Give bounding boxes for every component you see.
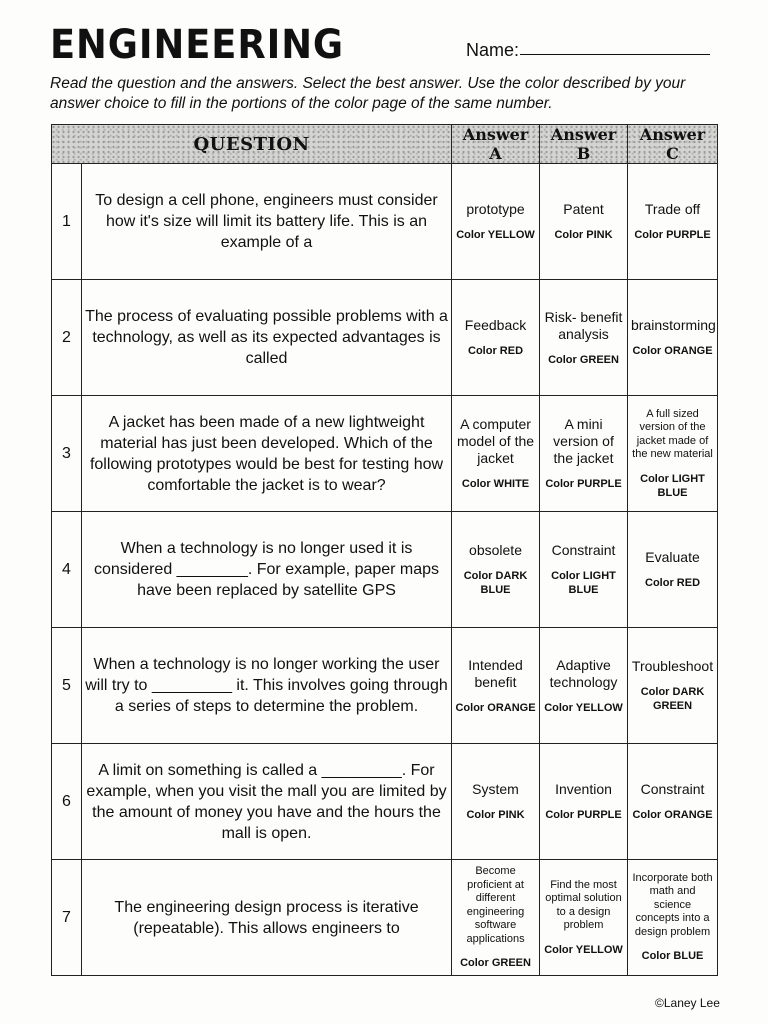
instructions: Read the question and the answers. Select the best answer. Use the color described by your answer choice to fill in the portions of the color page of the same number. <box>50 75 686 112</box>
answer-c-cell[interactable] <box>628 860 718 976</box>
name-label: Name: <box>466 40 520 60</box>
question-table <box>51 124 718 976</box>
question-text: A limit on something is called a _________. For example, when you visit the mall you are limited by the amount of money you have and the hours the mall is open. <box>82 744 452 860</box>
answer-a-cell[interactable] <box>452 744 540 860</box>
answer-text: Adaptive technology <box>549 656 618 690</box>
answer-color-instruction: Color DARK GREEN <box>640 686 705 712</box>
answer-color-instruction: Color DARK BLUE <box>463 570 528 596</box>
answer-color-instruction: Color PURPLE <box>545 809 622 821</box>
answer-b-cell[interactable] <box>540 280 628 396</box>
question-number: 4 <box>52 512 82 628</box>
worksheet-title: ENGINEERING <box>50 22 345 68</box>
answer-color-instruction: Color ORANGE <box>632 345 713 357</box>
answer-color-instruction: Color RED <box>468 345 524 357</box>
answer-text: A full sized version of the jacket made of the new material <box>632 407 713 460</box>
answer-c-cell[interactable] <box>628 628 718 744</box>
header-question: QUESTION <box>52 125 452 164</box>
answer-color-instruction: Color LIGHT BLUE <box>551 570 616 596</box>
answer-a-cell[interactable] <box>452 396 540 512</box>
question-number: 1 <box>52 164 82 280</box>
answer-text: Trade off <box>644 201 701 217</box>
answer-b-cell[interactable] <box>540 628 628 744</box>
answer-color-instruction: Color PINK <box>466 809 525 821</box>
answer-text: Invention <box>555 781 612 797</box>
answer-text: A computer model of the jacket <box>456 416 535 466</box>
answer-a-cell[interactable] <box>452 280 540 396</box>
name-blank-line[interactable] <box>520 54 710 55</box>
question-text: A jacket has been made of a new lightweight material has just been developed. Which of the following prototypes would be best for testing how comfortable the jacket is to wear? <box>82 396 452 512</box>
question-text: The engineering design process is iterative (repeatable). This allows engineers to <box>82 860 452 976</box>
question-text: When a technology is no longer working the user will try to _________ it. This involves going through a series of steps to determine the problem. <box>82 628 452 744</box>
table-row <box>52 396 718 512</box>
table-row <box>52 860 718 976</box>
answer-c-cell[interactable] <box>628 512 718 628</box>
answer-b-cell[interactable] <box>540 512 628 628</box>
answer-text: System <box>472 781 519 797</box>
answer-text: Feedback <box>464 317 527 333</box>
answer-text: A mini version of the jacket <box>553 416 614 466</box>
question-number: 6 <box>52 744 82 860</box>
answer-color-instruction: Color PURPLE <box>545 478 622 490</box>
answer-text: Troubleshoot <box>631 658 714 674</box>
answer-color-instruction: Color ORANGE <box>632 809 713 821</box>
answer-color-instruction: Color PINK <box>554 229 613 241</box>
answer-b-cell[interactable] <box>540 744 628 860</box>
answer-b-cell[interactable] <box>540 164 628 280</box>
answer-color-instruction: Color WHITE <box>461 478 530 490</box>
table-header-row <box>52 125 718 164</box>
question-text: To design a cell phone, engineers must consider how it's size will limit its battery life. This is an example of a <box>82 164 452 280</box>
table-row <box>52 744 718 860</box>
question-number: 5 <box>52 628 82 744</box>
answer-color-instruction: Color YELLOW <box>544 943 623 956</box>
question-number: 7 <box>52 860 82 976</box>
question-number: 3 <box>52 396 82 512</box>
answer-text: Risk- benefit analysis <box>544 308 623 342</box>
answer-text: prototype <box>466 201 525 217</box>
answer-text: Constraint <box>551 542 616 558</box>
header-answer-c: Answer C <box>628 125 718 164</box>
answer-color-instruction: Color LIGHT BLUE <box>640 472 705 499</box>
answer-color-instruction: Color BLUE <box>641 950 704 963</box>
answer-text: Evaluate <box>645 549 700 565</box>
answer-color-instruction: Color YELLOW <box>456 229 535 241</box>
answer-text: Intended benefit <box>468 656 523 690</box>
answer-c-cell[interactable] <box>628 164 718 280</box>
table-row <box>52 280 718 396</box>
table-row <box>52 628 718 744</box>
answer-color-instruction: Color GREEN <box>460 957 531 969</box>
table-row <box>52 512 718 628</box>
question-text: When a technology is no longer used it is considered ________. For example, paper maps have been replaced by satellite GPS <box>82 512 452 628</box>
header-answer-b: Answer B <box>540 125 628 164</box>
answer-a-cell[interactable] <box>452 860 540 976</box>
question-text: The process of evaluating possible problems with a technology, as well as its expected advantages is called <box>82 280 452 396</box>
answer-color-instruction: Color ORANGE <box>455 701 536 714</box>
answer-text: Constraint <box>640 781 705 797</box>
answer-b-cell[interactable] <box>540 396 628 512</box>
answer-text: obsolete <box>469 542 522 558</box>
answer-color-instruction: Color PURPLE <box>634 229 711 241</box>
answer-text: Patent <box>563 201 604 217</box>
answer-text: Become proficient at different engineering software applications <box>466 865 525 945</box>
author-credit: ©Laney Lee <box>655 996 720 1010</box>
answer-a-cell[interactable] <box>452 512 540 628</box>
header-answer-a: Answer A <box>452 125 540 164</box>
table-row <box>52 164 718 280</box>
answer-color-instruction: Color RED <box>645 577 701 589</box>
question-number: 2 <box>52 280 82 396</box>
answer-text: Find the most optimal solution to a design problem <box>545 878 622 931</box>
answer-c-cell[interactable] <box>628 280 718 396</box>
answer-text: brainstorming <box>631 317 716 333</box>
answer-color-instruction: Color YELLOW <box>544 701 623 714</box>
answer-c-cell[interactable] <box>628 396 718 512</box>
answer-a-cell[interactable] <box>452 164 540 280</box>
answer-color-instruction: Color GREEN <box>548 353 619 366</box>
answer-a-cell[interactable] <box>452 628 540 744</box>
answer-text: Incorporate both math and science concepts into a design problem <box>632 871 713 938</box>
answer-c-cell[interactable] <box>628 744 718 860</box>
answer-b-cell[interactable] <box>540 860 628 976</box>
